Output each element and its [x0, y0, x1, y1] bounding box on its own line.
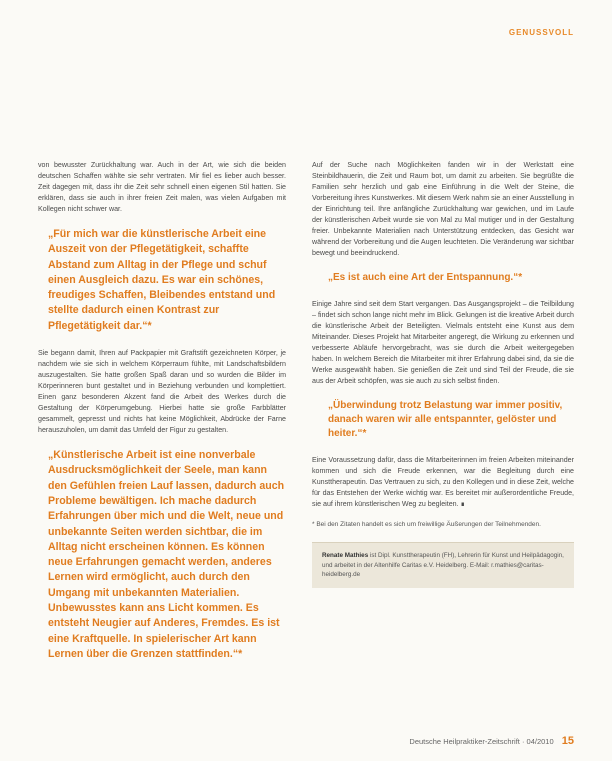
- pull-quote: „Künstlerische Arbeit ist eine nonverbale Ausdrucksmöglichkeit der Seele, man kann den Gefühlen freien Lauf lassen, dadurch auch Probleme bewältigen. Ich mache dadurch Erfahrungen über mich und die Welt, neue und unbekannte Seiten werden sichtbar, die im Alltag nicht erscheinen können. Es können neue Erfahrungen gemacht werden, anderes Lernen wird ermöglicht, auch durch den Umgang mit unbekannten Materialien. Unbewusstes kann ans Licht kommen. Es entsteht Neugier auf Anderes, Fremdes. Es ist eine Kraftquelle. In spielerischer Art kann Lernen über die Grenzen stattfinden.“*: [48, 449, 285, 660]
- body-paragraph: Einige Jahre sind seit dem Start vergangen. Das Ausgangsprojekt – die Teilbildung – findet sich schon lange nicht mehr im Blick. Gelungen ist die kreative Arbeit durch die künstlerische Arbeit der Beteiligten. Vielmals entsteht eine Kunst aus dem Miteinander. Dieses Projekt hat Mitarbeiter angeregt, die Wirkung zu erkennen und verbesserte Abläufe hervorgebracht, was sie durch die Arbeit weitergegeben haben. In welchem Bereich die Mitarbeiter mit ihrer Erfahrung dabei sind, da sie die Werke ausgewählt haben. Sie genießen die Zeit und sind Teil der Freude, die sie aus der Arbeit schöpfen, was sie auch zu sich selbst finden.: [312, 300, 574, 385]
- author-bio-box: [312, 542, 574, 588]
- body-paragraph: Auf der Suche nach Möglichkeiten fanden wir in der Werkstatt eine Steinbildhauerin, die Zeit und Raum bot, um damit zu arbeiten. Sie begrüßte die Familien sehr herzlich und gab eine Einführung in die Welt der Steine, die Vorbereitung ihres Kunstwerkes. Mit diesem Werk nahm sie an einer Ausstellung in der Einrichtung teil. Ihre anfängliche Zurückhaltung war gewichen, und im Laufe der künstlerischen Arbeit wurde sie von Mal zu Mal mutiger und in der Gestaltung freier. Unbekannte Materialien nach Unterstützung entdecken, das Gesicht war während der Vorbereitung und die Augen leuchteten. Die Veränderung war sichtbar bewegt und beeindruckend.: [312, 161, 574, 257]
- body-paragraph: Sie begann damit, Ihren auf Packpapier mit Graftstift gezeichneten Körper, je nachdem wie sie sich in welchem Körperraum fühlte, mit Landschaftsbildern auszugestalten. Sie hatte großen Spaß daran und so wurden die Bilder im Körperinneren bunt gestaltet und in Beziehung verbunden und komplettiert. Einen ganz besonderen Akzent fand die Arbeit des Werkes durch die Gestaltung der Körperumgebung. Hierbei hatte sie große Farbblätter gesammelt, gepresst und nichts hat keine Möglichkeit, Abdrücke der Farne herauszuholen, um damit das Umfeld der Figur zu gestalten.: [38, 349, 286, 435]
- body-paragraph: von bewusster Zurückhaltung war. Auch in der Art, wie sich die beiden deutschen Schaffen wählte sie sehr vertraten. Mir fiel es lieber auch besser. Zeit dagegen mit, dass ihr die Zeit sehr schnell einen eigenen Stil hatten. Sie erklären, dass sie auch in ihrer freien Zeit malen, was vielen Aufgaben mit Kollegen nicht schwer war.: [38, 161, 286, 213]
- right-column: [312, 160, 574, 588]
- author-name: Renate Mathies: [322, 552, 369, 559]
- section-tag: GENUSSVOLL: [508, 28, 574, 37]
- body-paragraph: Eine Voraussetzung dafür, dass die Mitarbeiterinnen im freien Arbeiten miteinander kommen und sich die Freude erkennen, war die Begleitung durch eine Kunsttherapeutin. Das Vertrauen zu sich, zu den Kollegen und in diese Zeit, welche für das Entstehen der Werke wichtig war. Es bereitet mir außerordentliche Freude, sie auf ihrem künstlerischen Weg zu begleiten. ∎: [312, 456, 574, 508]
- journal-name: Deutsche Heilpraktiker-Zeitschrift · 04/2010: [409, 737, 554, 746]
- pull-quote: „Überwindung trotz Belastung war immer positiv, danach waren wir alle entspannter, gelöster und heiter.“*: [328, 400, 563, 439]
- pull-quote: „Es ist auch eine Art der Entspannung.“*: [328, 272, 523, 283]
- footnote: * Bei den Zitaten handelt es sich um freiwillige Äußerungen der Teilnehmenden.: [312, 521, 541, 528]
- author-bio-text: ist Dipl. Kunsttherapeutin (FH), Lehrerin für Kunst und Heilpädagogin, und arbeitet in der Altenhilfe Caritas e.V. Heidelberg. E-Mail: r.mathies@caritas-heidelberg.de: [322, 552, 564, 578]
- pull-quote: „Für mich war die künstlerische Arbeit eine Auszeit von der Pflegetätigkeit, schaffte Abstand zum Alltag in der Pflege und schuf einen Ausgleich dazu. Es war ein schönes, freudiges Schaffen, Bleibendes entstand und stellte dadurch einen Kontrast zur Pflegetätigkeit dar.“*: [48, 228, 276, 332]
- page-footer: [409, 735, 574, 747]
- page-number: 15: [561, 735, 574, 747]
- left-column: [38, 160, 286, 676]
